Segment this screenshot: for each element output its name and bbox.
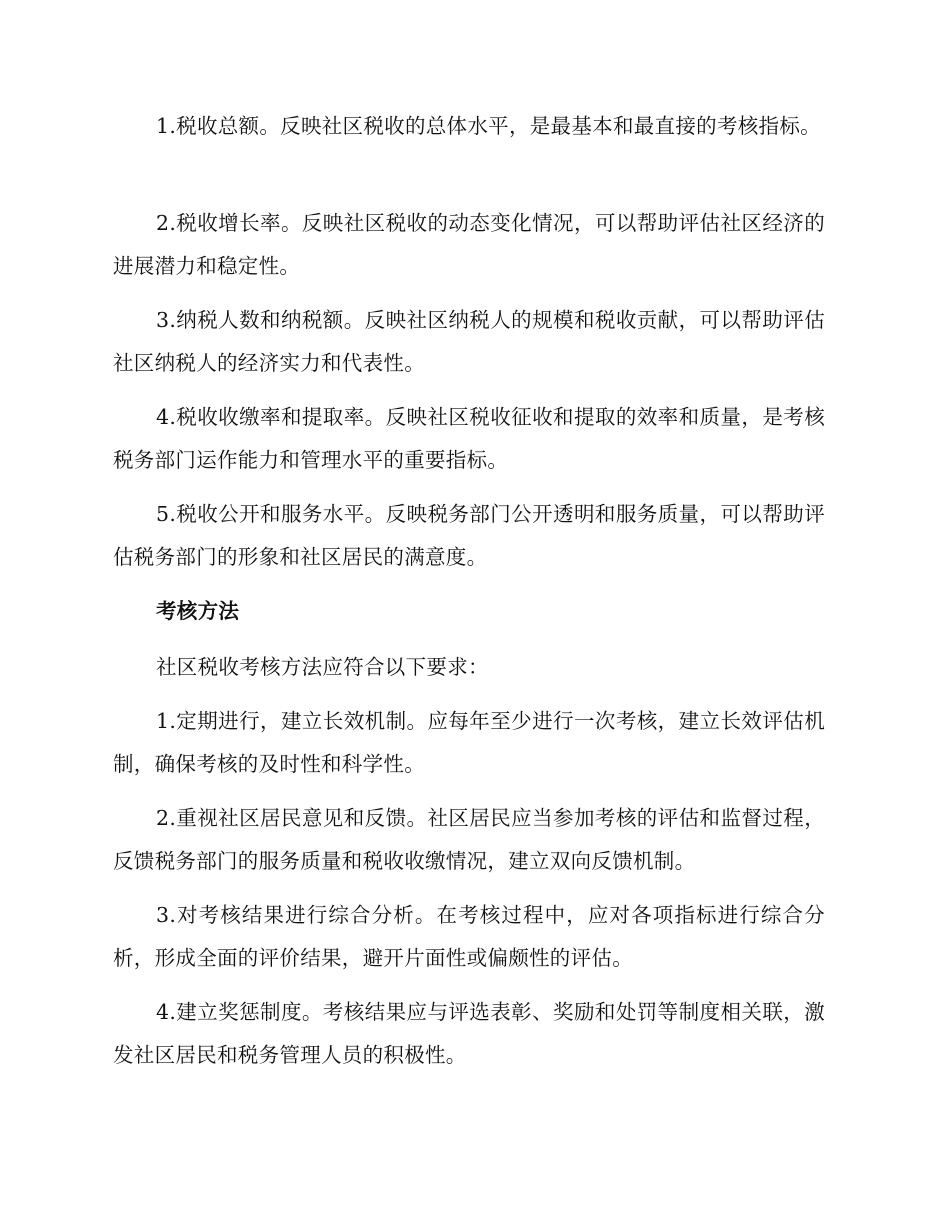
indicator-item-2: [113, 202, 825, 288]
paragraph-text: 2.重视社区居民意见和反馈。社区居民应当参加考核的评估和监督过程，反馈税务部门的服务质量和税收收缴情况，建立双向反馈机制。: [113, 806, 825, 873]
indicator-item-4: [113, 396, 825, 482]
method-intro: [113, 646, 825, 689]
indicator-item-3: [113, 299, 825, 385]
paragraph-text: 1.定期进行，建立长效机制。应每年至少进行一次考核，建立长效评估机制，确保考核的及时性和科学性。: [113, 709, 825, 776]
paragraph-text: 4.税收收缴率和提取率。反映社区税收征收和提取的效率和质量，是考核税务部门运作能力和管理水平的重要指标。: [113, 405, 825, 472]
paragraph-text: 5.税收公开和服务水平。反映税务部门公开透明和服务质量，可以帮助评估税务部门的形象和社区居民的满意度。: [113, 502, 825, 569]
method-item-4: [113, 991, 825, 1077]
section-heading-text: 考核方法: [156, 599, 240, 623]
paragraph-text: 2.税收增长率。反映社区税收的动态变化情况，可以帮助评估社区经济的进展潜力和稳定性。: [113, 211, 825, 278]
paragraph-text: 4.建立奖惩制度。考核结果应与评选表彰、奖励和处罚等制度相关联，激发社区居民和税务管理人员的积极性。: [113, 1000, 825, 1067]
paragraph-text: 3.纳税人数和纳税额。反映社区纳税人的规模和税收贡献，可以帮助评估社区纳税人的经济实力和代表性。: [113, 308, 825, 375]
paragraph-text: 3.对考核结果进行综合分析。在考核过程中，应对各项指标进行综合分析，形成全面的评价结果，避开片面性或偏颇性的评估。: [113, 903, 825, 970]
method-item-1: [113, 700, 825, 786]
indicator-item-5: [113, 493, 825, 579]
paragraph-text: 1.税收总额。反映社区税收的总体水平，是最基本和最直接的考核指标。: [156, 114, 821, 138]
method-item-2: [113, 797, 825, 883]
method-item-3: [113, 894, 825, 980]
indicator-item-1: [113, 105, 825, 148]
paragraph-text: 社区税收考核方法应符合以下要求：: [156, 655, 489, 679]
section-heading: [113, 590, 825, 633]
